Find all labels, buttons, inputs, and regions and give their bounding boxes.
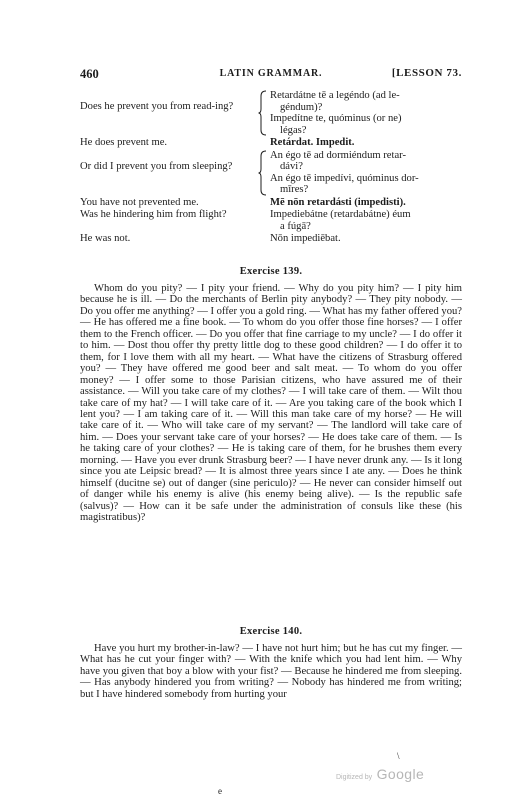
exercise-heading: Exercise 140. <box>239 626 303 637</box>
page-number: 460 <box>80 67 99 81</box>
vocab-row <box>80 197 462 209</box>
lesson-label: [LESSON 73. <box>391 67 462 79</box>
google-logo: Google <box>376 766 425 782</box>
vocab-row <box>80 90 462 136</box>
vocab-english: He was not. <box>80 233 131 245</box>
vocab-row <box>80 209 462 232</box>
vocab-row <box>80 150 462 196</box>
margin-mark: \ <box>397 751 400 761</box>
vocab-latin: Retárdat. Impedit. <box>270 137 355 148</box>
vocab-latin: Mē nōn retardásti (impedisti). <box>270 196 406 208</box>
vocab-english: Was he hindering him from flight? <box>80 209 227 221</box>
vocab-english: He does prevent me. <box>80 137 168 148</box>
vocabulary-table <box>80 90 462 246</box>
exercise-text: Have you hurt my brother-in-law? — I have not hurt him; but he has cut my finger. — What has he cut your finger with? — With the knife which you had lent him. — Why have you given that boy a blow with your fist? — Because he hindered me from sleeping. — Has anybody hindered you from writing? — Nobody has hindered me from writing; but I have hindered somebody from hurting your <box>80 643 462 700</box>
vocab-latin: Impediebátne (retardabátne) éum a fúgā? <box>270 209 411 232</box>
vocab-english: Does he prevent you from read-ing? <box>80 101 234 112</box>
signature-mark: e <box>218 786 222 796</box>
vocab-row <box>80 137 462 149</box>
exercise-text: Whom do you pity? — I pity your friend. — Why do you pity him? — I pity him because he is ill. — Do the merchants of Berlin pity anybody? — They pity nobody. — Do you offer me anything? — I offer you a gold ring. — What has my father offered you? — He has offered me a fine book. — To whom do you offer those fine horses? — I offer them to the French officer. — Do you offer that fine carriage to my uncle? — I do offer it to him. — Dost thou offer thy pretty little dog to these good children? — I do offer it to them, for I love them with all my heart. — What have the citizens of Strasburg offered you? — They have offered me good beer and salt meat. — To whom do you offer money? — I offer some to those Parisian citizens, who have assured me of their assistance. — Will you take care of my clothes? — I will take care of them. — Wilt thou take care of my hat? — I will take care of it. — Are you taking care of the book which I lent you? — I am taking care of it. — Will this man take care of my horse? — He will take care of it. — Who will take care of my servant? — The landlord will take care of him. — Does your servant take care of your horses? — He does take care of them. — Is he taking care of your clothes? — He is taking care of them, for he brushes them every morning. — Have you ever drunk Strasburg beer? — I have never drunk any. — Is it long since you ate Leipsic bread? — It is almost three years since I ate any. — Does he think himself (ducitne se) out of danger (sine periculo)? — He never can consider himself out of danger while his enemy is alive (his enemy being alive). — Is the republic safe (salvus)? — How can it be safe under the administration of consuls like these (his magistratibus)? <box>80 283 462 524</box>
vocab-english: You have not prevented me. <box>80 196 199 208</box>
vocab-latin: Nōn impediēbat. <box>270 233 341 245</box>
vocab-english: Or did I prevent you from sleeping? <box>80 160 233 172</box>
brace-icon <box>258 90 268 136</box>
running-title: LATIN GRAMMAR. <box>219 68 323 79</box>
brace-icon <box>258 150 268 196</box>
vocab-latin: Retardátne tē a legéndo (ad le- géndum)? Impedítne te, quóminus (or ne) légas? <box>270 90 402 136</box>
digitizer-watermark: Digitized by Google <box>336 766 425 782</box>
exercise-heading: Exercise 139. <box>239 266 303 277</box>
vocab-latin: An égo tē ad dormiéndum retar- dávi? An égo tē impedívi, quóminus dor- mīres? <box>270 149 419 196</box>
running-header <box>80 67 462 83</box>
vocab-row <box>80 233 462 245</box>
